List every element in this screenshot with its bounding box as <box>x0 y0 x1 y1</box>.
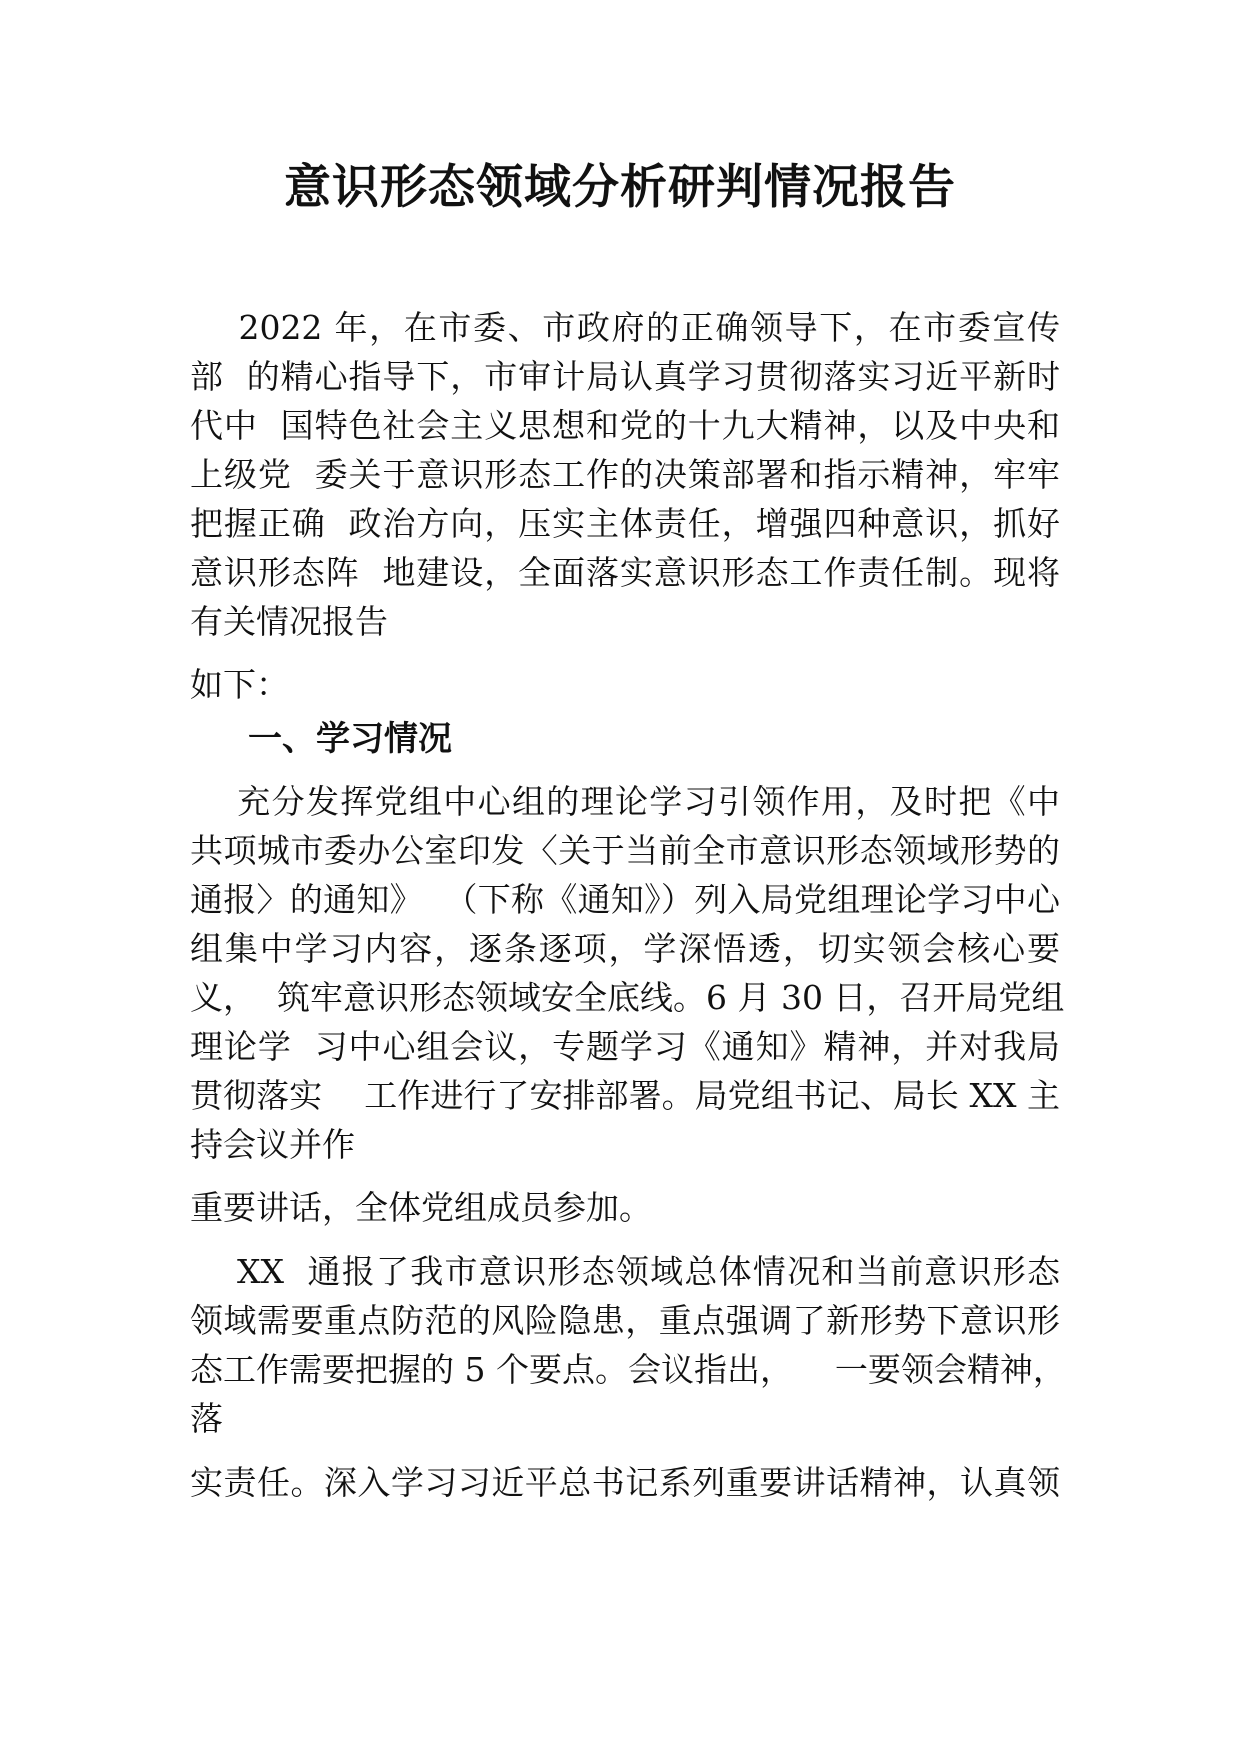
section-1-line: 通报〉的通知》 （下称《通知》）列入局党组理论学习中心 <box>190 880 1060 919</box>
section-1-line: 组集中学习内容，逐条逐项，学深悟透，切实领会核心要 <box>190 929 1060 968</box>
section-2-line: XX 通报了我市意识形态领域总体情况和当前意识形态 <box>190 1252 1060 1291</box>
section-1-line: 共项城市委办公室印发〈关于当前全市意识形态领域形势的 <box>190 831 1060 870</box>
intro-line: 部 的精心指导下，市审计局认真学习贯彻落实习近平新时 <box>190 357 1060 396</box>
section-2-line: 领域需要重点防范的风险隐患，重点强调了新形势下意识形 <box>190 1301 1060 1340</box>
section-heading: 一、学习情况 <box>248 719 452 759</box>
section-1-line: 理论学 习中心组会议，专题学习《通知》精神，并对我局 <box>190 1027 1060 1066</box>
section-1-line: 贯彻落实 工作进行了安排部署。局党组书记、局长 XX 主 <box>190 1076 1060 1115</box>
intro-line: 上级党 委关于意识形态工作的决策部署和指示精神，牢牢 <box>190 455 1060 494</box>
intro-tail: 如下： <box>190 665 289 704</box>
section-2-tail: 实责任。深入学习习近平总书记系列重要讲话精神，认真领 <box>190 1463 1060 1502</box>
intro-line: 把握正确 政治方向，压实主体责任，增强四种意识，抓好 <box>190 504 1060 543</box>
section-1-line: 持会议并作 <box>190 1125 355 1164</box>
intro-line: 意识形态阵 地建设，全面落实意识形态工作责任制。现将 <box>190 553 1060 592</box>
section-2-line: 态工作需要把握的 5 个要点。会议指出， 一要领会精神， <box>190 1350 1066 1389</box>
document-title: 意识形态领域分析研判情况报告 <box>284 160 956 215</box>
intro-line: 代中 国特色社会主义思想和党的十九大精神，以及中央和 <box>190 406 1060 445</box>
intro-line: 2022 年，在市委、市政府的正确领导下，在市委宣传 <box>190 308 1060 347</box>
intro-line: 有关情况报告 <box>190 602 388 641</box>
section-1-tail: 重要讲话，全体党组成员参加。 <box>190 1188 652 1227</box>
section-1-line: 义， 筑牢意识形态领域安全底线。6 月 30 日，召开局党组 <box>190 978 1065 1017</box>
section-1-line: 充分发挥党组中心组的理论学习引领作用，及时把《中 <box>190 782 1060 821</box>
section-2-line: 落 <box>190 1399 223 1438</box>
